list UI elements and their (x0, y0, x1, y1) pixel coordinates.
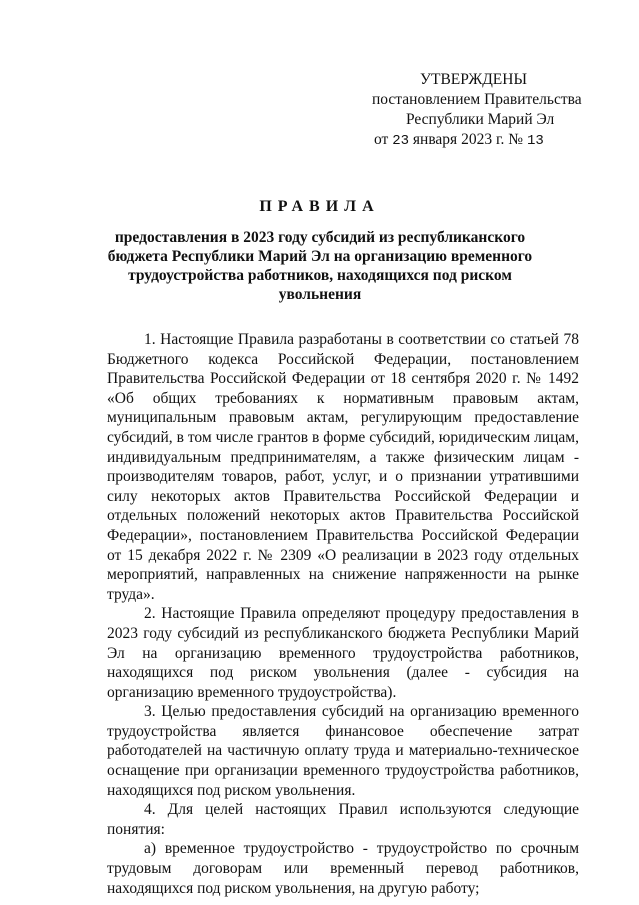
approval-date-line (360, 130, 610, 151)
paragraph-4a: а) временное трудоустройство - трудоустройство по срочным трудовым договорам или временный перевод работников, находящихся под риском увольнения, на другую работу; (107, 840, 579, 897)
approval-date-prefix: от (374, 131, 389, 148)
approval-day: 23 (392, 133, 410, 149)
approval-month-year: января 2023 г. № (412, 131, 524, 148)
paragraph-4: 4. Для целей настоящих Правил используются следующие понятия: (107, 801, 579, 838)
approval-number: 13 (526, 133, 544, 149)
approval-line-government: постановлением Правительства (372, 91, 582, 108)
approval-title: УТВЕРЖДЕНЫ (420, 71, 527, 88)
approval-block (360, 70, 610, 151)
approval-line-republic: Республики Марий Эл (406, 111, 555, 128)
document-subtitle: предоставления в 2023 году субсидий из республиканского бюджета Республики Марий Эл на организацию временного трудоустройства работников, находящихся под риском увольнения (107, 229, 533, 303)
paragraph-3: 3. Целью предоставления субсидий на организацию временного трудоустройства является финансовое обеспечение затрат работодателей на частичную оплату труда и материально-техническое оснащение при организации временного трудоустройства работников, находящихся под риском увольнения. (107, 703, 579, 799)
document-title: ПРАВИЛА (259, 198, 380, 215)
paragraph-1: 1. Настоящие Правила разработаны в соответствии со статьей 78 Бюджетного кодекса Российской Федерации, постановлением Правительства Российской Федерации от 18 сентября 2020 г. № 1492 «Об общих требованиях к нормативным правовым актам, муниципальным правовым актам, регулирующим предоставление субсидий, в том числе грантов в форме субсидий, юридическим лицам, индивидуальным предпринимателям, а также физическим лицам - производителям товаров, работ, услуг, и о признании утратившими силу некоторых актов Правительства Российской Федерации и отдельных положений некоторых актов Правительства Российской Федерации», постановлением Правительства Российской Федерации от 15 декабря 2022 г. № 2309 «О реализации в 2023 году отдельных мероприятий, направленных на снижение напряженности на рынке труда». (107, 331, 579, 603)
paragraph-2: 2. Настоящие Правила определяют процедуру предоставления в 2023 году субсидий из республиканского бюджета Республики Марий Эл на организацию временного трудоустройства работников, находящихся под риском увольнения (далее - субсидия на организацию временного трудоустройства). (107, 605, 579, 701)
document-body (107, 330, 579, 898)
